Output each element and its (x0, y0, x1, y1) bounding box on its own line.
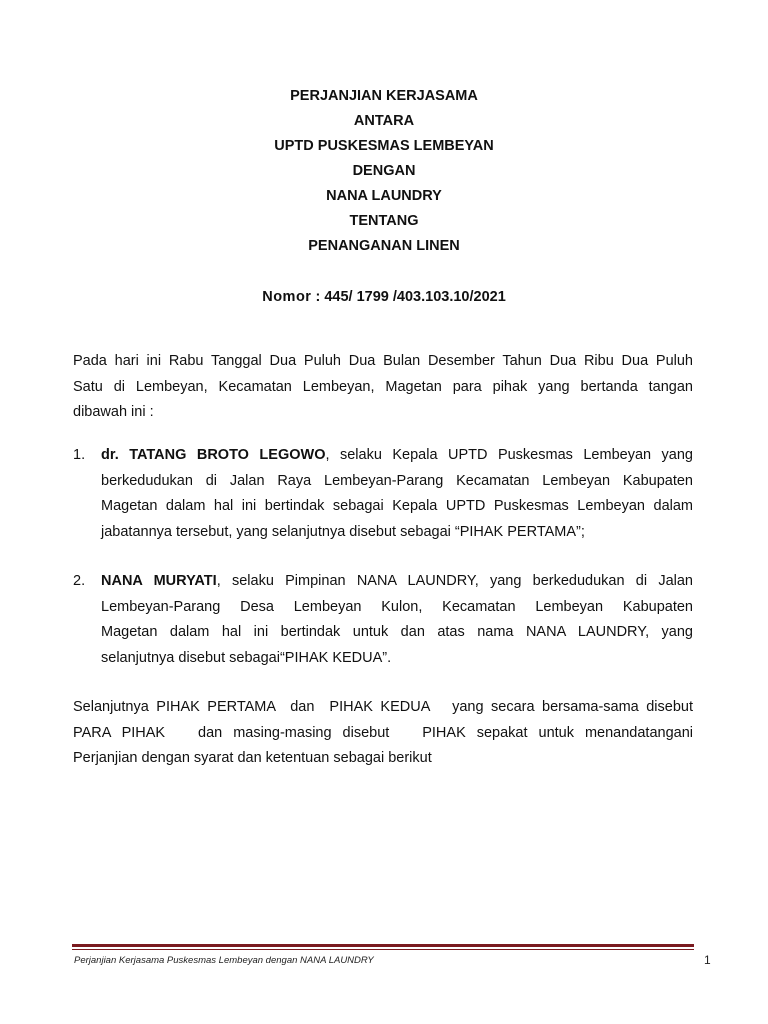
intro-line-2: Satu di Lembeyan, Kecamatan Lembeyan, Magetan para pihak yang bertanda tangan (73, 378, 693, 395)
title-line-2: ANTARA (353, 113, 415, 129)
intro-line-1: Pada hari ini Rabu Tanggal Dua Puluh Dua Bulan Desember Tahun Dua Ribu Dua Puluh (73, 353, 693, 369)
closing-paragraph (73, 695, 693, 772)
title-line-1: PERJANJIAN KERJASAMA (290, 88, 478, 104)
title-line-6: TENTANG (349, 213, 419, 229)
document-title (0, 84, 768, 259)
title-line-3: UPTD PUSKESMAS LEMBEYAN (274, 138, 494, 154)
footer-text: Perjanjian Kerjasama Puskesmas Lembeyan dengan NANA LAUNDRY (74, 955, 374, 966)
party-name: NANA MURYATI (101, 573, 217, 589)
party-number: 2. (73, 573, 86, 589)
document-number-value: : 445/ 1799 /403.103.10/2021 (315, 289, 506, 305)
title-line-5: NANA LAUNDRY (326, 188, 442, 204)
footer-rule-thin (72, 949, 694, 950)
party-name: dr. TATANG BROTO LEGOWO (101, 447, 326, 463)
party-number: 1. (73, 447, 86, 463)
party-line: Magetan dalam hal ini bertindak untuk dan atas nama NANA LAUNDRY, yang (101, 624, 693, 640)
party-line: selanjutnya disebut sebagai“PIHAK KEDUA”. (101, 649, 392, 666)
party-line: jabatannya tersebut, yang selanjutnya disebut sebagai “PIHAK PERTAMA”; (101, 523, 585, 540)
party-line: Lembeyan-Parang Desa Lembeyan Kulon, Kecamatan Lembeyan Kabupaten (101, 598, 693, 615)
party-first-line-rest: , selaku Pimpinan NANA LAUNDRY, yang berkedudukan di Jalan (216, 573, 693, 589)
party-body (101, 443, 693, 545)
party-first-line (101, 443, 693, 469)
party-first-line-rest: , selaku Kepala UPTD Puskesmas Lembeyan yang (325, 447, 693, 463)
intro-line-3: dibawah ini : (73, 404, 154, 420)
title-line-4: DENGAN (352, 163, 416, 179)
footer-rule-thick (72, 944, 694, 947)
party-body (101, 569, 693, 671)
closing-line-1: Selanjutnya PIHAK PERTAMA dan PIHAK KEDUA yang secara bersama-sama disebut (73, 699, 693, 715)
page-number: 1 (704, 953, 711, 967)
title-line-7: PENANGANAN LINEN (308, 238, 460, 254)
party-first-line (101, 569, 693, 595)
closing-line-2: PARA PIHAK dan masing-masing disebut PIHAK sepakat untuk menandatangani (73, 724, 693, 741)
intro-paragraph (73, 349, 693, 426)
closing-line-3: Perjanjian dengan syarat dan ketentuan sebagai berikut (73, 750, 432, 766)
document-number-label: Nomor (262, 289, 312, 305)
party-line: Magetan dalam hal ini bertindak sebagai Kepala UPTD Puskesmas Lembeyan dalam (101, 498, 693, 514)
party-line: berkedudukan di Jalan Raya Lembeyan-Parang Kecamatan Lembeyan Kabupaten (101, 472, 693, 489)
document-number (0, 286, 768, 308)
